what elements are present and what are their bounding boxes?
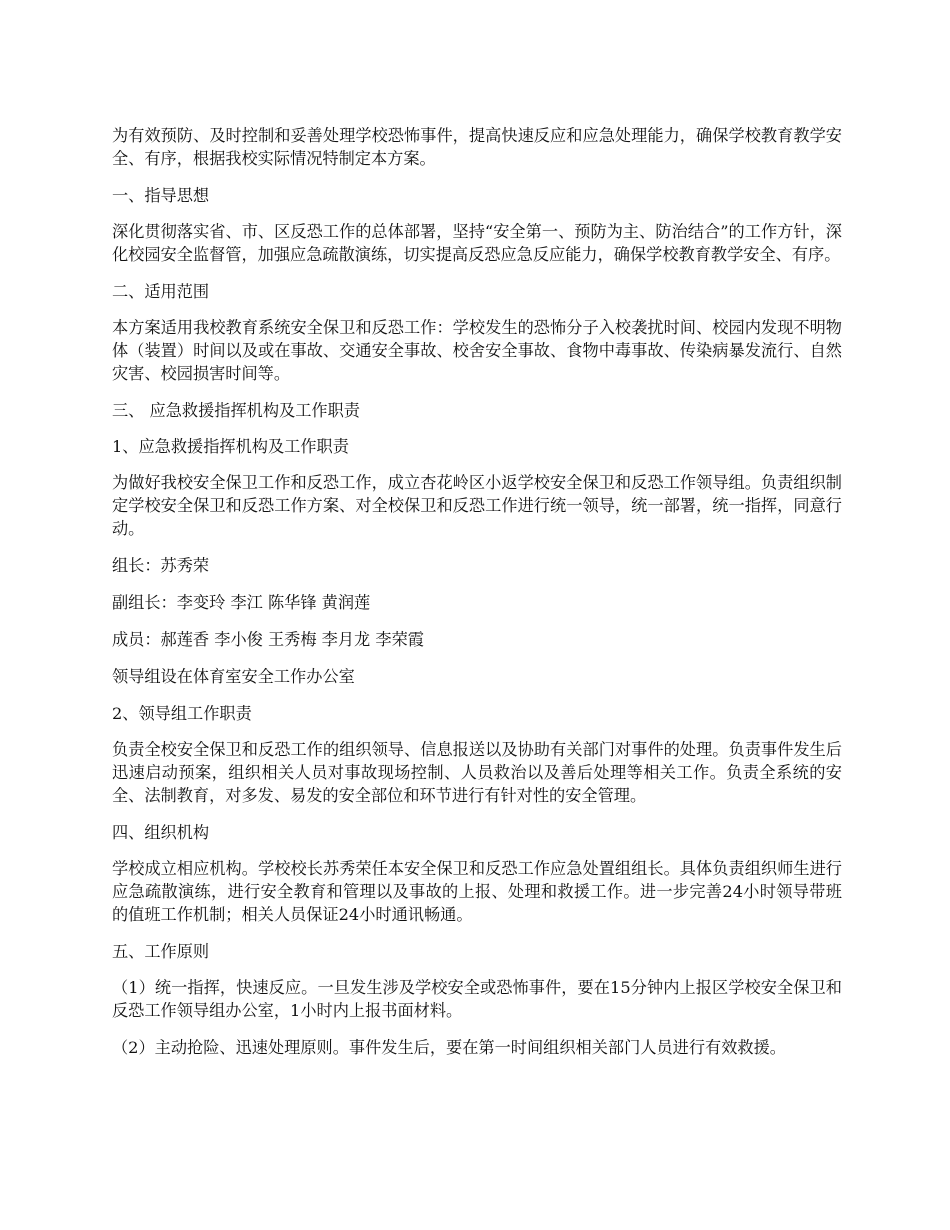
- principle-one-paragraph: （1）统一指挥，快速反应。一旦发生涉及学校安全或恐怖事件，要在15分钟内上报区学校安全保卫和反恐工作领导组办公室，1小时内上报书面材料。: [112, 978, 842, 1020]
- guiding-ideology-paragraph: 深化贯彻落实省、市、区反恐工作的总体部署，坚持“安全第一、预防为主、防治结合”的工作方针，深化校园安全监督管，加强应急疏散演练，切实提高反恐应急反应能力，确保学校教育教学安全、有序。: [112, 222, 842, 264]
- section-heading-guiding-ideology: 一、指导思想: [112, 186, 210, 205]
- team-leader-line: 组长：苏秀荣: [112, 556, 210, 575]
- leadership-duties-paragraph: 负责全校安全保卫和反恐工作的组织领导、信息报送以及协助有关部门对事件的处理。负责事件发生后迅速启动预案，组织相关人员对事故现场控制、人员救治以及善后处理等相关工作。负责全系统的安全、法制教育，对多发、易发的安全部位和环节进行有针对性的安全管理。: [112, 740, 842, 805]
- office-location-line: 领导组设在体育室安全工作办公室: [112, 667, 355, 686]
- section-heading-scope: 二、适用范围: [112, 282, 210, 301]
- section-heading-command-organization: 三、 应急救援指挥机构及工作职责: [112, 401, 360, 420]
- subheading-command-organization: 1、应急救援指挥机构及工作职责: [112, 437, 349, 456]
- document-body: [112, 124, 842, 1073]
- organization-paragraph: 学校成立相应机构。学校校长苏秀荣任本安全保卫和反恐工作应急处置组组长。具体负责组织师生进行应急疏散演练，进行安全教育和管理以及事故的上报、处理和救援工作。进一步完善24小时领导带班的值班工作机制；相关人员保证24小时通讯畅通。: [112, 859, 842, 924]
- deputy-leaders-line: 副组长：李变玲 李江 陈华锋 黄润莲: [112, 593, 371, 612]
- members-line: 成员：郝莲香 李小俊 王秀梅 李月龙 李荣霞: [112, 630, 424, 649]
- section-heading-principles: 五、工作原则: [112, 942, 210, 961]
- subheading-leadership-duties: 2、领导组工作职责: [112, 704, 252, 723]
- scope-paragraph: 本方案适用我校教育系统安全保卫和反恐工作：学校发生的恐怖分子入校袭扰时间、校园内发现不明物体（装置）时间以及或在事故、交通安全事故、校舍安全事故、食物中毒事故、传染病暴发流行、自然灾害、校园损害时间等。: [112, 318, 842, 383]
- intro-paragraph: 为有效预防、及时控制和妥善处理学校恐怖事件，提高快速反应和应急处理能力，确保学校教育教学安全、有序，根据我校实际情况特制定本方案。: [112, 126, 842, 168]
- principle-two-paragraph: （2）主动抢险、迅速处理原则。事件发生后，要在第一时间组织相关部门人员进行有效救援。: [112, 1038, 786, 1057]
- section-heading-organization: 四、组织机构: [112, 823, 210, 842]
- command-organization-paragraph: 为做好我校安全保卫工作和反恐工作，成立杏花岭区小返学校安全保卫和反恐工作领导组。负责组织制定学校安全保卫和反恐工作方案、对全校保卫和反恐工作进行统一领导，统一部署，统一指挥，同意行动。: [112, 473, 842, 538]
